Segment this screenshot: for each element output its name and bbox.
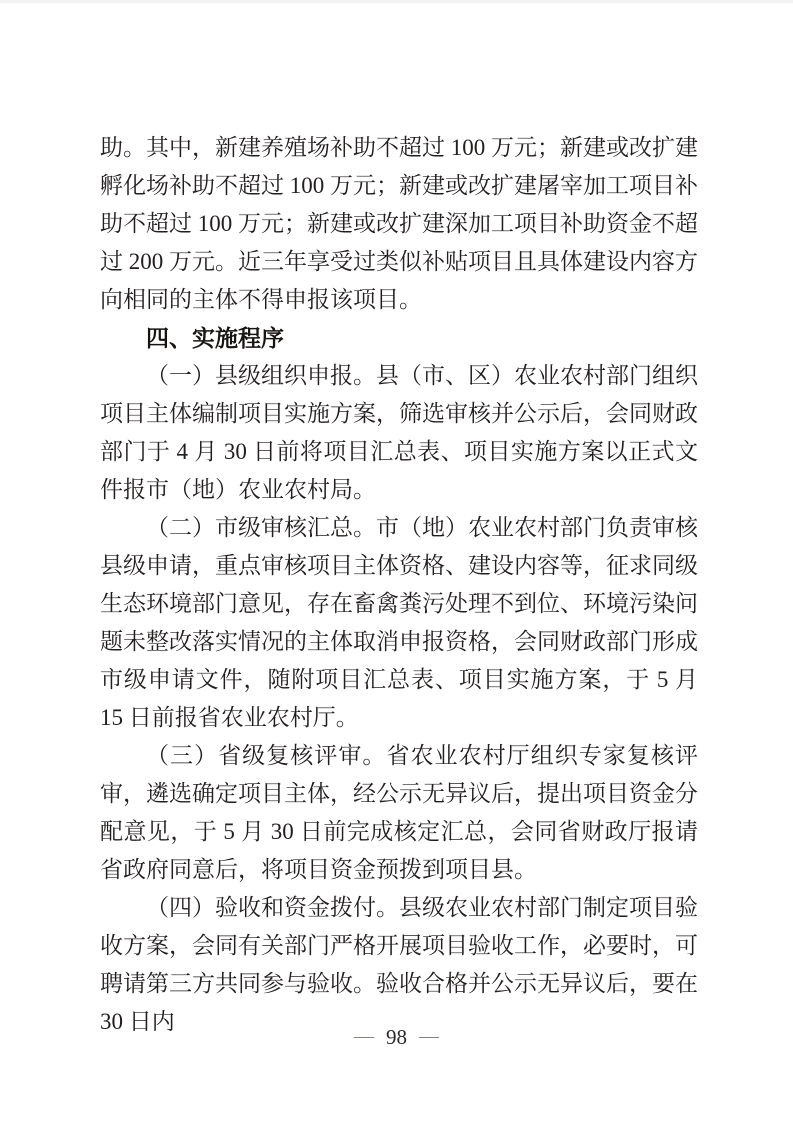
paragraph-item-4: （四）验收和资金拨付。县级农业农村部门制定项目验收方案，会同有关部门严格开展项目验收工作，必要时，可聘请第三方共同参与验收。验收合格并公示无异议后，要在 30 日内 [100,895,698,1034]
page-footer [0,1022,793,1053]
page-top-edge [0,0,793,3]
section-heading: 四、实施程序 [146,325,284,351]
footer-dash-left: — [354,1025,374,1047]
paragraph-item-2: （二）市级审核汇总。市（地）农业农村部门负责审核县级申请，重点审核项目主体资格、建设内容等，征求同级生态环境部门意见，存在畜禽粪污处理不到位、环境污染问题未整改落实情况的主体取消申报资格，会同财政部门形成市级申请文件，随附项目汇总表、项目实施方案，于 5 月 15 日前报省农业农村厅。 [100,515,698,730]
paragraph-continuation: 助。其中，新建养殖场补助不超过 100 万元；新建或改扩建孵化场补助不超过 100 万元；新建或改扩建屠宰加工项目补助不超过 100 万元；新建或改扩建深加工项目补助资金不超过 200 万元。近三年享受过类似补贴项目且具体建设内容方向相同的主体不得申报该项目。 [100,135,698,312]
document-body [100,129,698,1041]
footer-dash-right: — [419,1025,439,1047]
paragraph-item-1: （一）县级组织申报。县（市、区）农业农村部门组织项目主体编制项目实施方案，筛选审核并公示后，会同财政部门于 4 月 30 日前将项目汇总表、项目实施方案以正式文件报市（地）农业农村局。 [100,363,698,502]
page-number: 98 [386,1025,407,1049]
paragraph-item-3: （三）省级复核评审。省农业农村厅组织专家复核评审，遴选确定项目主体，经公示无异议后，提出项目资金分配意见，于 5 月 30 日前完成核定汇总，会同省财政厅报请省政府同意后，将项目资金预拨到项目县。 [100,743,698,882]
